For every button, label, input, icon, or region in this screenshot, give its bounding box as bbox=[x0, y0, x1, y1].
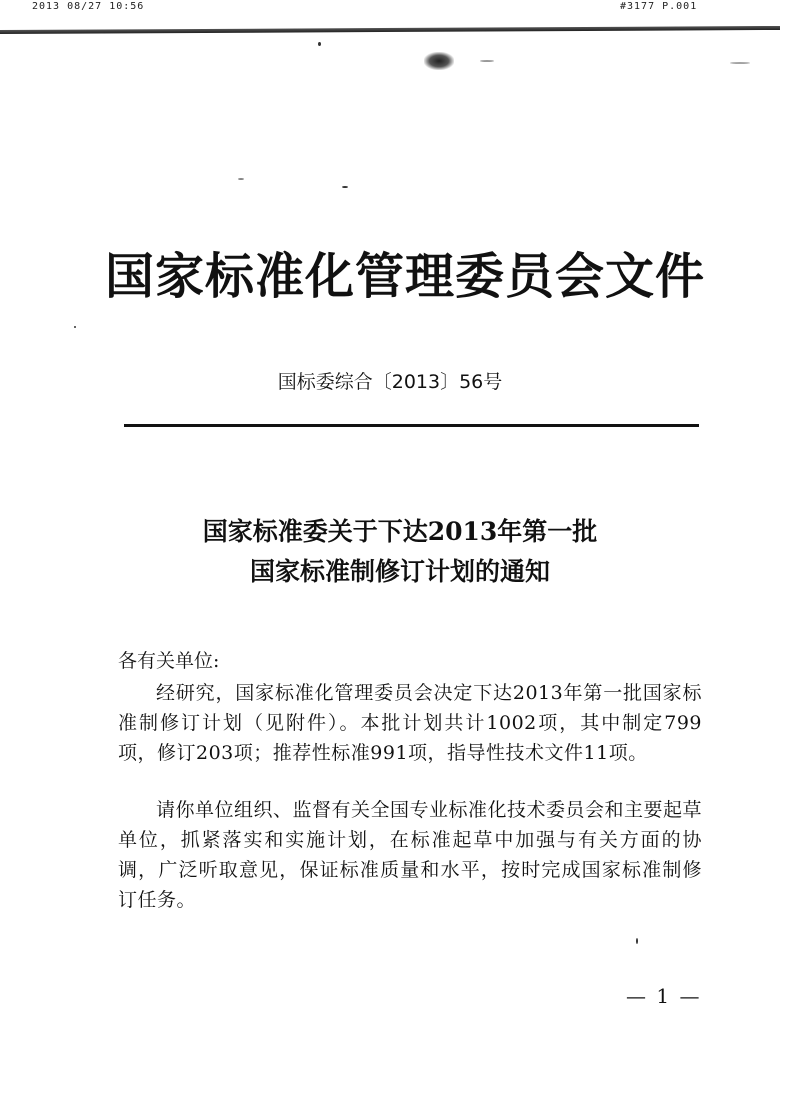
salutation: 各有关单位: bbox=[118, 650, 220, 672]
fax-page-id: #3177 P.001 bbox=[620, 1, 698, 12]
paragraph-text: 请你单位组织、监督有关全国专业标准化技术委员会和主要起草单位，抓紧落实和实施计划，在标准起草中加强与有关方面的协调，广泛听取意见，保证标准质量和水平，按时完成国家标准制修订任务。 bbox=[118, 799, 703, 911]
scan-speck bbox=[730, 62, 750, 64]
fax-scan-rule bbox=[0, 26, 780, 34]
fax-timestamp: 2013 08/27 10:56 bbox=[32, 1, 145, 12]
document-number: 国标委综合〔2013〕56号 bbox=[277, 371, 503, 393]
body-paragraph-1 bbox=[118, 678, 702, 768]
notice-title-line-1: 国家标准委关于下达2013年第一批 bbox=[202, 517, 598, 546]
paragraph-text: 经研究，国家标准化管理委员会决定下达2013年第一批国家标准制修订计划（见附件）。本批计划共计1002项，其中制定799项，修订203项；推荐性标准991项，指导性技术文件11项。 bbox=[118, 682, 702, 764]
scan-blot bbox=[424, 52, 454, 70]
scan-speck bbox=[342, 186, 348, 188]
body-paragraph-2 bbox=[118, 795, 702, 915]
header-divider bbox=[124, 424, 699, 427]
scan-speck bbox=[480, 60, 494, 62]
issuer-title: 国家标准化管理委员会文件 bbox=[104, 247, 705, 305]
scan-speck bbox=[74, 326, 76, 328]
scan-speck bbox=[318, 42, 321, 46]
notice-title-line-2: 国家标准制修订计划的通知 bbox=[249, 557, 550, 586]
page-number: — 1 — bbox=[626, 984, 702, 1008]
scan-speck bbox=[636, 938, 638, 944]
scan-speck bbox=[238, 178, 244, 180]
fax-header bbox=[0, 0, 800, 14]
notice-title bbox=[60, 512, 740, 592]
